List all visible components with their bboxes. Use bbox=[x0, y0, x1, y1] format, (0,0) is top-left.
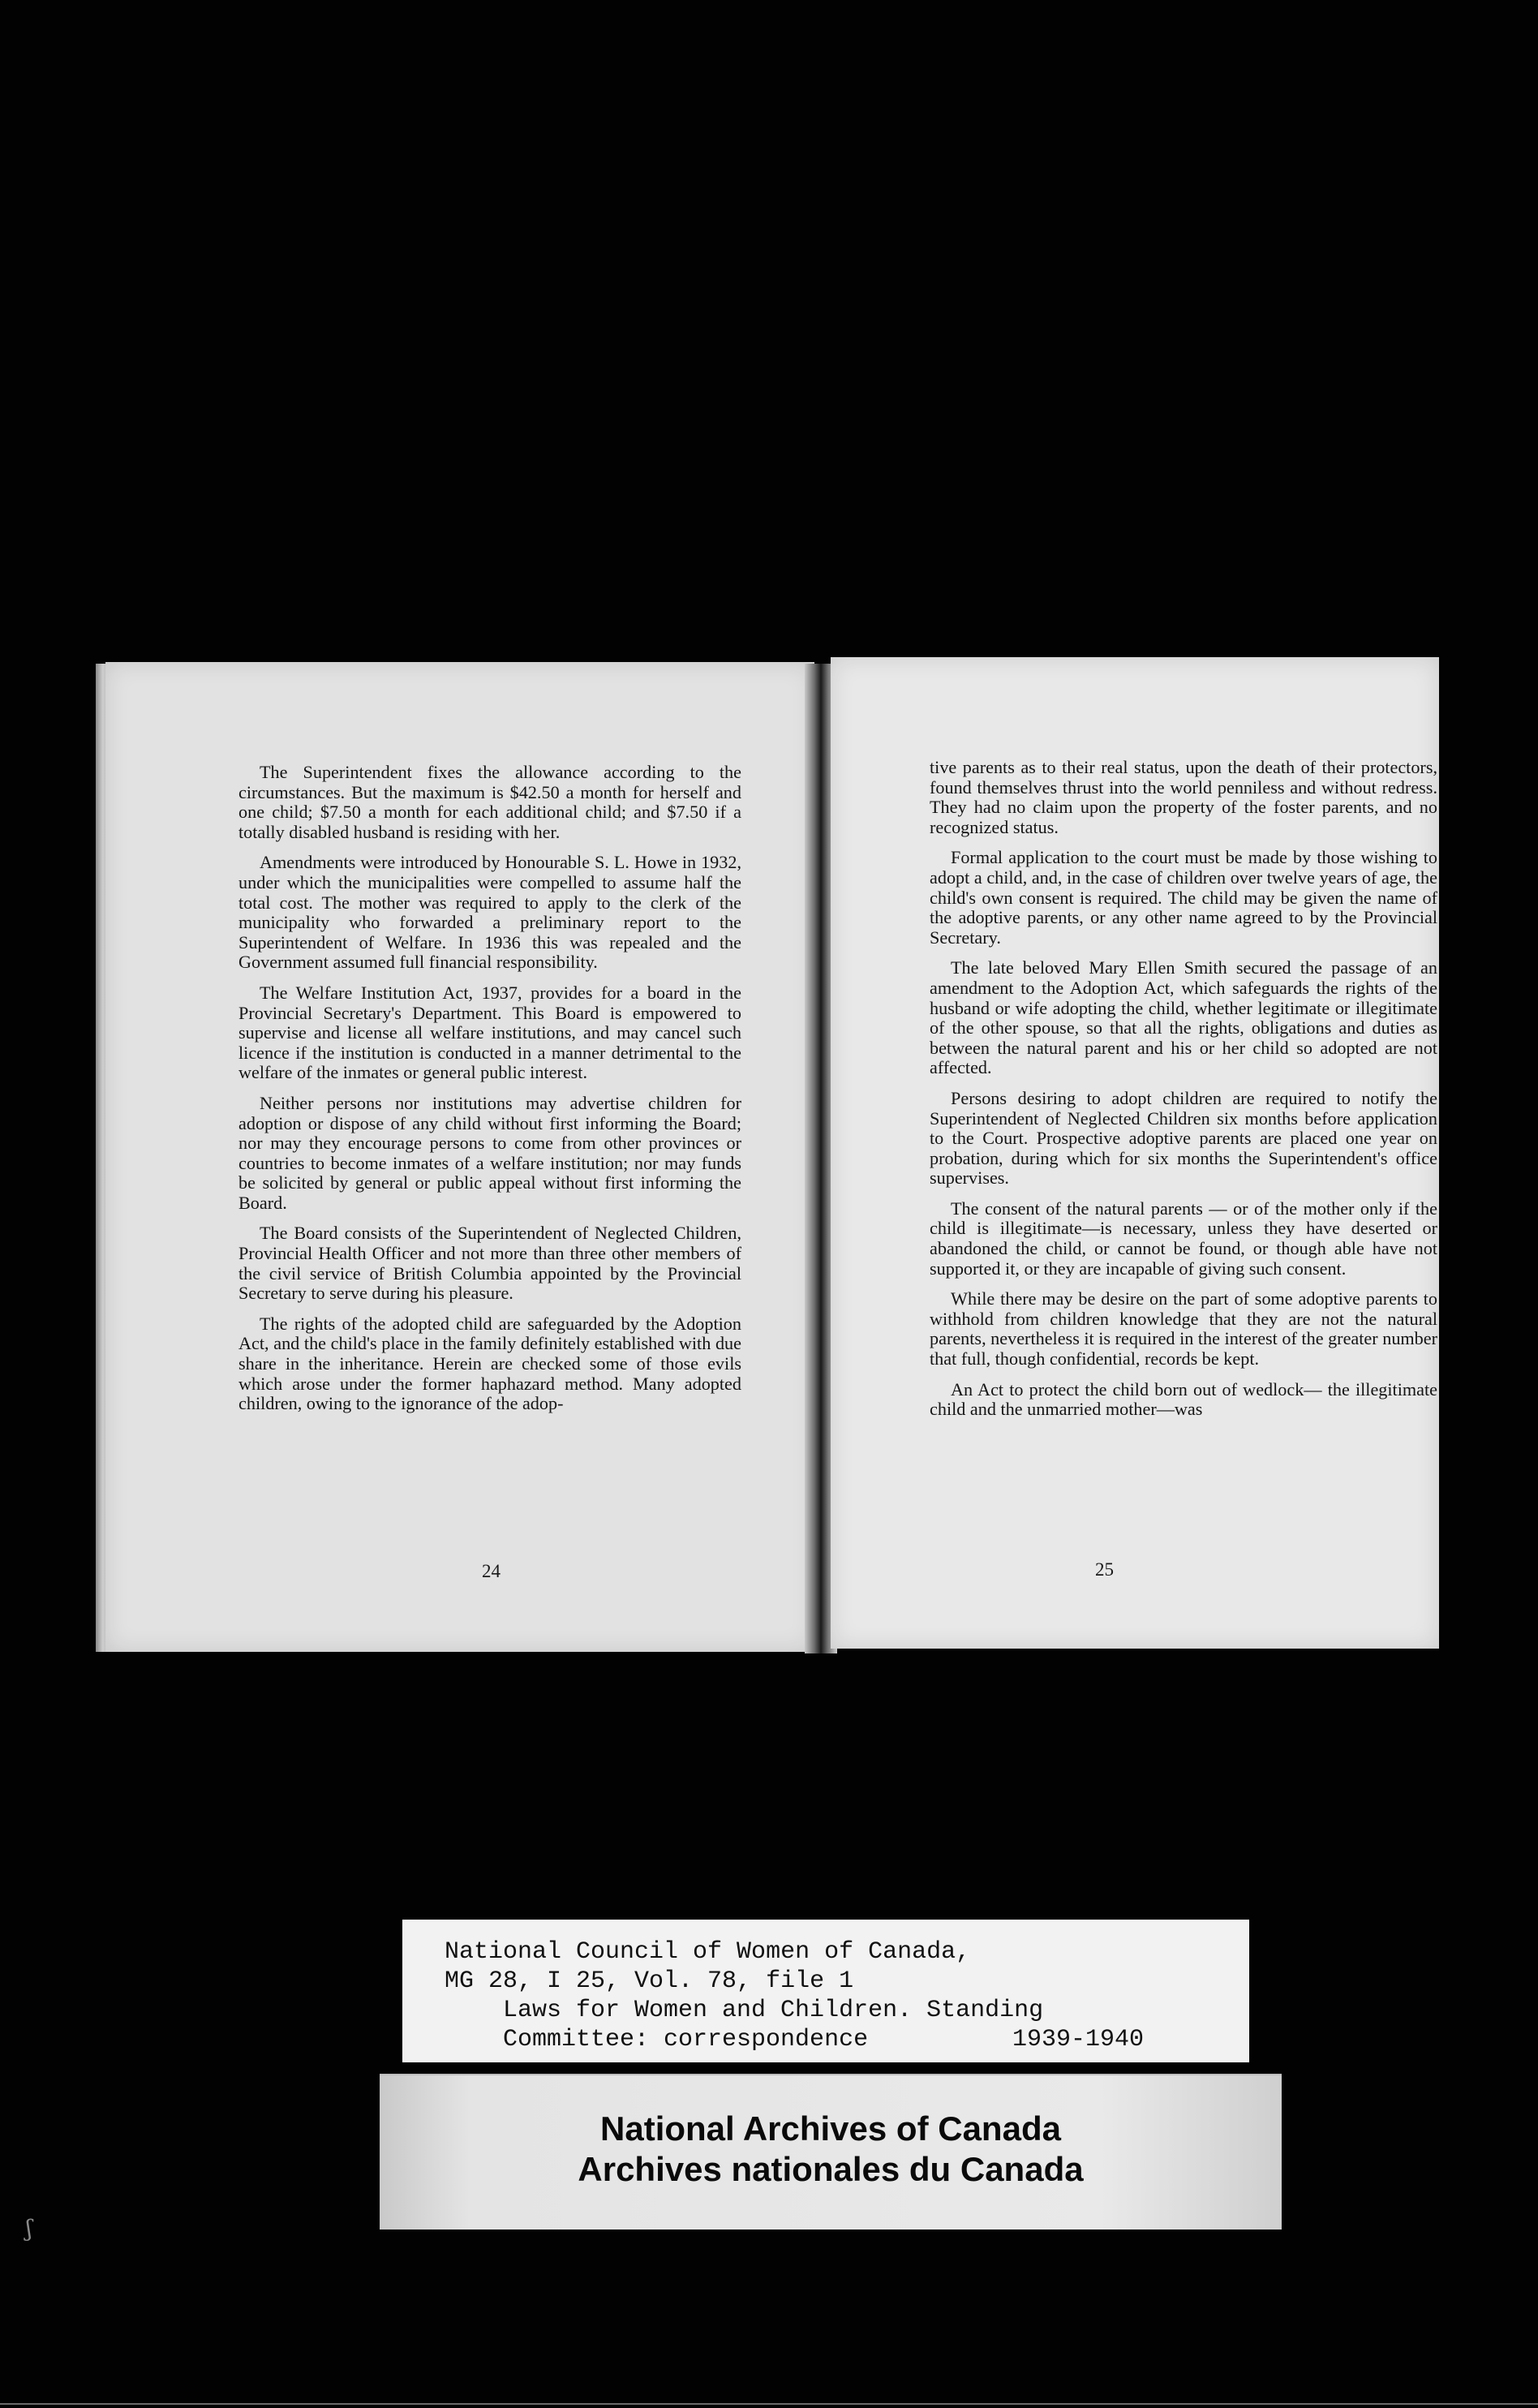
paragraph: The Welfare Institution Act, 1937, provides for a board in the Provincial Secretary's Department. This Board is empowered to supervise and license all welfare institutions, and may cancel such licence if the institution is conducted in a manner detrimental to the welfare of the inmates or general public interest. bbox=[238, 982, 741, 1083]
paragraph: Amendments were introduced by Honourable S. L. Howe in 1932, under which the municipalities were compelled to assume half the total cost. The mother was required to apply to the clerk of the municipality who forwarded a preliminary report to the Superintendent of Welfare. In 1936 this was repealed and the Government assumed full financial responsibility. bbox=[238, 852, 741, 973]
paragraph: Neither persons nor institutions may advertise children for adoption or dispose of any child without first informing the Board; nor may they encourage persons to come from other provinces or countries to become inmates of a welfare institution; nor may funds be solicited by general or public appeal without first informing the Board. bbox=[238, 1092, 741, 1213]
archives-name-english: National Archives of Canada bbox=[600, 2109, 1061, 2148]
film-edge-line bbox=[0, 2403, 1538, 2405]
paragraph: The late beloved Mary Ellen Smith secured the passage of an amendment to the Adoption Act, which safeguards the rights of the husband or wife adopting the child, whether legitimate or illegitimate of the other spouse, so that all the rights, obligations and duties as between the natural parent and his or her child so adopted are not affected. bbox=[930, 957, 1437, 1078]
archives-name-french: Archives nationales du Canada bbox=[578, 2150, 1084, 2188]
page-number-right: 25 bbox=[1095, 1559, 1114, 1580]
right-page-text bbox=[930, 758, 1437, 1430]
paragraph: The Board consists of the Superintendent of Neglected Children, Provincial Health Officer and not more than three other members of the civil service of British Columbia appointed by the Provincial Secretary to serve during his pleasure. bbox=[238, 1223, 741, 1304]
page-number-left: 24 bbox=[482, 1561, 500, 1581]
book-spread bbox=[99, 656, 1439, 1655]
label-years: 1939-1940 bbox=[1012, 2026, 1145, 2053]
paragraph: Formal application to the court must be made by those wishing to adopt a child, and, in the case of children over twelve years of age, the child's own consent is required. The child may be given the name of the adoptive parents, or any other name agreed to by the Provincial Secretary. bbox=[930, 847, 1437, 948]
right-page bbox=[831, 657, 1439, 1649]
left-page bbox=[105, 662, 814, 1652]
paragraph: While there may be desire on the part of some adoptive parents to withhold from children knowledge that they are not the natural parents, nevertheless it is required in the interest of the greater number that full, though confidential, records be kept. bbox=[930, 1288, 1437, 1370]
film-speck-mark: ʃ bbox=[26, 2215, 32, 2242]
label-line: Committee: correspondence bbox=[503, 2026, 869, 2053]
paragraph: The rights of the adopted child are safeguarded by the Adoption Act, and the child's place in the family definitely established with due share in the inheritance. Herein are checked some of those evils which arose under the former haphazard method. Many adopted children, owing to the ignorance of the adop- bbox=[238, 1313, 741, 1414]
label-line: National Council of Women of Canada, bbox=[445, 1938, 971, 1966]
paragraph: The consent of the natural parents — or of the mother only if the child is illegitimate—is necessary, unless they have deserted or abandoned the child, or cannot be found, or though able have not supported it, or they are incapable of giving such consent. bbox=[930, 1198, 1437, 1279]
paragraph-continuation: tive parents as to their real status, upon the death of their protectors, found themselves thrust into the world penniless and without redress. They had no claim upon the property of the foster parents, and no recognized status. bbox=[930, 757, 1437, 837]
left-page-text bbox=[238, 763, 741, 1425]
paragraph: An Act to protect the child born out of wedlock— the illegitimate child and the unmarried mother—was bbox=[930, 1378, 1437, 1420]
label-line: MG 28, I 25, Vol. 78, file 1 bbox=[445, 1967, 854, 1995]
paragraph: Persons desiring to adopt children are required to notify the Superintendent of Neglected Children six months before application to the Court. Prospective adoptive parents are placed one year on probation, during which for six months the Superintendent's office supervises. bbox=[930, 1087, 1437, 1189]
paragraph: The Superintendent fixes the allowance according to the circumstances. But the maximum is $42.50 a month for herself and one child; $7.50 a month for each additional child; and $7.50 if a totally disabled husband is residing with her. bbox=[238, 762, 741, 842]
archival-reference-label bbox=[402, 1920, 1249, 2062]
national-archives-banner bbox=[380, 2074, 1282, 2230]
label-line: Laws for Women and Children. Standing bbox=[503, 1997, 1044, 2024]
